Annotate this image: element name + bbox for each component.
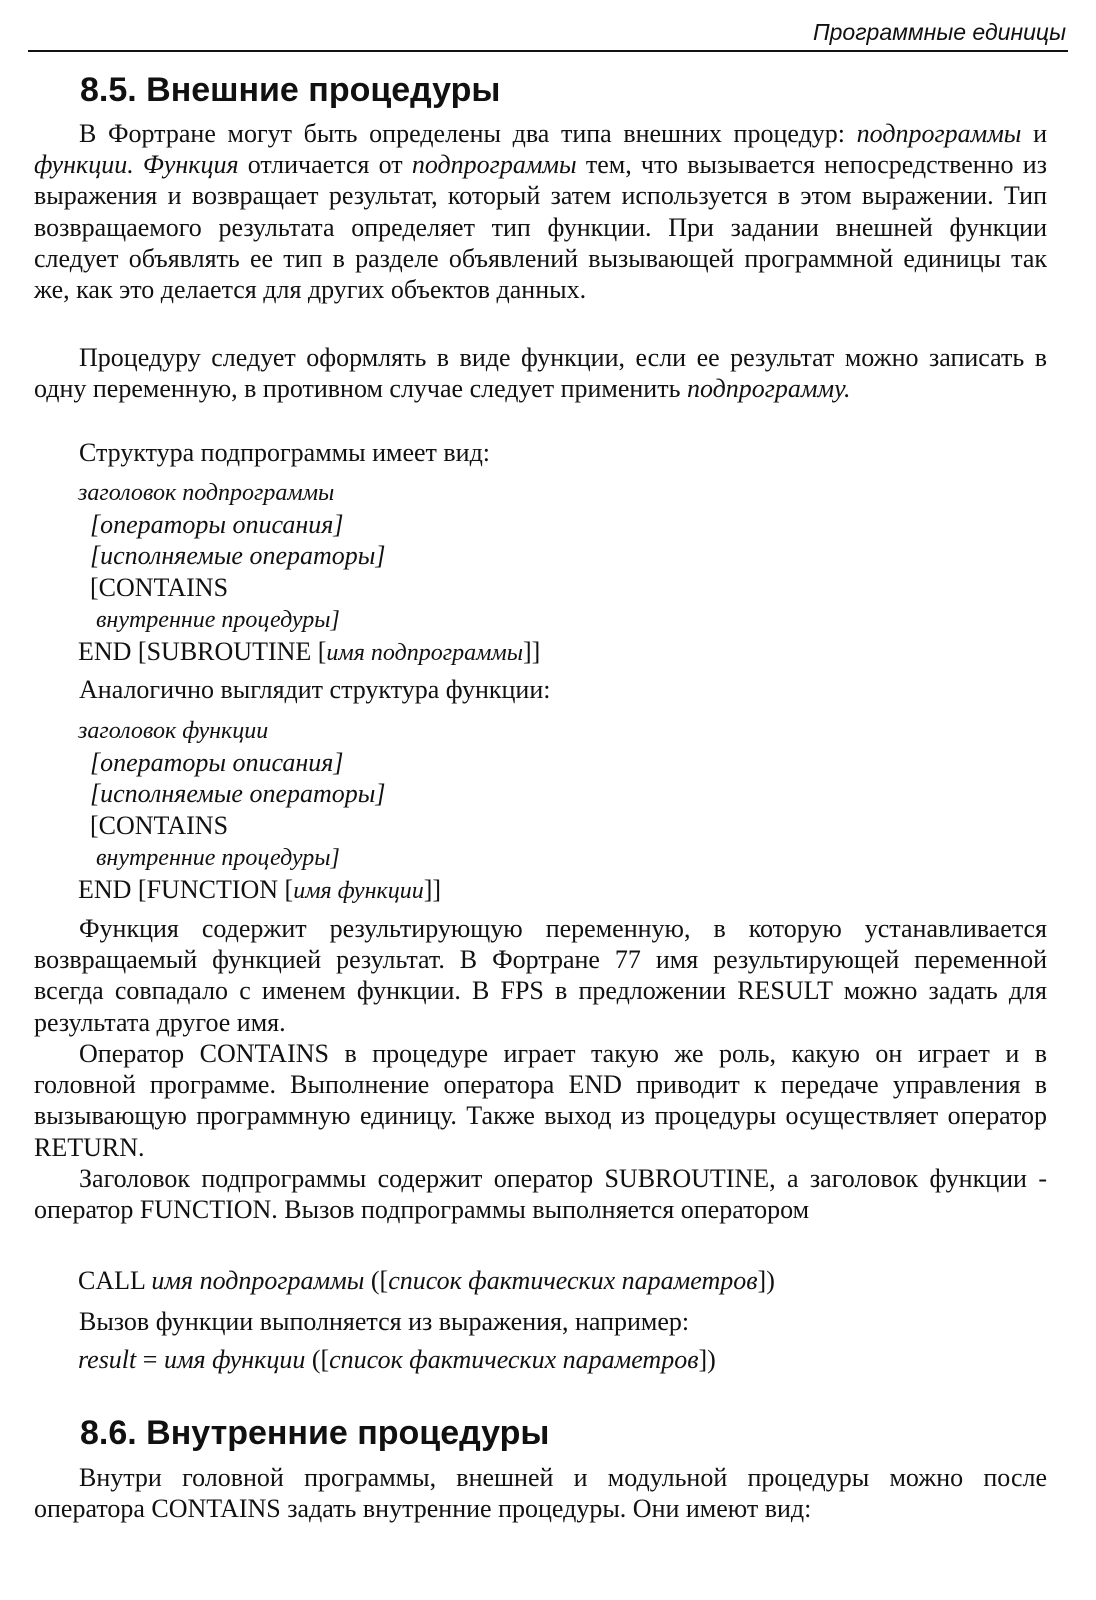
- text-run: В Фортране могут быть определены два типа внешних процедур:: [79, 119, 857, 148]
- paragraph-func-structure-intro: [34, 674, 1047, 705]
- paragraph-internal-procedures: [34, 1462, 1047, 1524]
- equals-sign: =: [136, 1345, 164, 1374]
- paragraph-sub-structure-intro: [34, 437, 1047, 468]
- text-run: Функция содержит результирующую переменную, в которую устанавливается возвращаемый функцией результат. В Фортране 77 имя результирующей переменной всегда совпадало с именем функции. В FPS в предложении RESULT можно задать для результата другое имя.: [34, 914, 1047, 1037]
- structure-line-b: имя функции: [293, 878, 424, 905]
- structure-line-b: имя подпрограммы: [326, 640, 523, 667]
- text-run: и: [1021, 119, 1047, 148]
- paragraph-contains-end-return: [34, 1038, 1047, 1163]
- paragraph-when-function: [34, 342, 1047, 404]
- call-name: имя подпрограммы: [151, 1266, 365, 1295]
- text-run: Вызов функции выполняется из выражения, например:: [79, 1307, 690, 1336]
- section-title-8-6: 8.6. Внутренние процедуры: [80, 1414, 550, 1452]
- emphasis-run: функции. Функция: [34, 150, 239, 180]
- structure-line: заголовок функции: [78, 718, 269, 744]
- structure-line: [исполняемые операторы]: [90, 779, 386, 809]
- structure-line: [операторы описания]: [90, 748, 344, 778]
- text-run: Заголовок подпрограммы содержит оператор SUBROUTINE, а заголовок функции - оператор FUNCTION. Вызов подпрограммы выполняется оператором: [34, 1164, 1047, 1225]
- header-rule: [28, 50, 1068, 52]
- call-params: список фактических параметров: [388, 1266, 758, 1295]
- paragraph-result-variable: [34, 913, 1047, 1038]
- call-open: ([: [305, 1345, 330, 1374]
- emphasis-run: подпрограмму.: [686, 374, 851, 404]
- call-open: ([: [364, 1266, 389, 1295]
- section-title-8-5: 8.5. Внешние процедуры: [80, 71, 501, 109]
- function-structure: [34, 714, 1047, 907]
- call-syntax: [34, 1265, 1047, 1296]
- text-run: Процедуру следует оформлять в виде функции, если ее результат можно записать в одну переменную, в противном случае следует применить: [34, 343, 1047, 404]
- structure-line: [CONTAINS: [90, 572, 229, 602]
- text-run: отличается от: [238, 150, 412, 180]
- structure-line: [операторы описания]: [90, 510, 344, 540]
- text-run: Внутри головной программы, внешней и модульной процедуры можно после оператора CONTAINS задать внутренние процедуры. Они имеют вид:: [34, 1463, 1047, 1524]
- call-close: ]): [757, 1266, 775, 1295]
- call-keyword: CALL: [78, 1266, 152, 1295]
- running-header: Программные единицы: [812, 19, 1066, 45]
- structure-line: внутренние процедуры]: [96, 606, 340, 633]
- subroutine-structure: [34, 476, 1047, 669]
- text-run: тем, что вызывается непосредственно из выражения и возвращает результат, который затем используется в этом выражении. Тип возвращаемого результата определяет тип функции. При задании внешней функции следует объявлять ее тип в разделе объявлений вызывающей программной единицы так же, как это делается для других объектов данных.: [34, 150, 1047, 305]
- result-variable: result: [78, 1345, 137, 1374]
- function-call-syntax: [34, 1344, 1047, 1375]
- structure-line-a: END [SUBROUTINE [: [78, 637, 327, 667]
- structure-line: внутренние процедуры]: [96, 844, 340, 871]
- structure-line-a: END [FUNCTION [: [78, 875, 294, 905]
- text-run: Аналогично выглядит структура функции:: [79, 675, 551, 704]
- text-run: Структура подпрограммы имеет вид:: [79, 438, 491, 467]
- structure-line: [CONTAINS: [90, 810, 229, 840]
- structure-line-c: ]]: [423, 875, 442, 905]
- function-name: имя функции: [163, 1345, 306, 1374]
- paragraph-headers-call: [34, 1163, 1047, 1225]
- emphasis-run: подпрограммы: [411, 150, 577, 180]
- paragraph-function-call: [34, 1306, 1047, 1337]
- call-close: ]): [698, 1345, 716, 1374]
- structure-line: заголовок подпрограммы: [78, 480, 335, 506]
- structure-line-c: ]]: [522, 637, 541, 667]
- text-run: Оператор CONTAINS в процедуре играет такую же роль, какую он играет и в головной программе. Выполнение оператора END приводит к передаче управления в вызывающую программную единицу. Также выход из процедуры осуществляет оператор RETURN.: [34, 1039, 1047, 1162]
- emphasis-run: подпрограммы: [856, 119, 1022, 148]
- paragraph-external-procedures: [34, 118, 1047, 305]
- call-params: список фактических параметров: [329, 1345, 699, 1374]
- structure-line: [исполняемые операторы]: [90, 541, 386, 571]
